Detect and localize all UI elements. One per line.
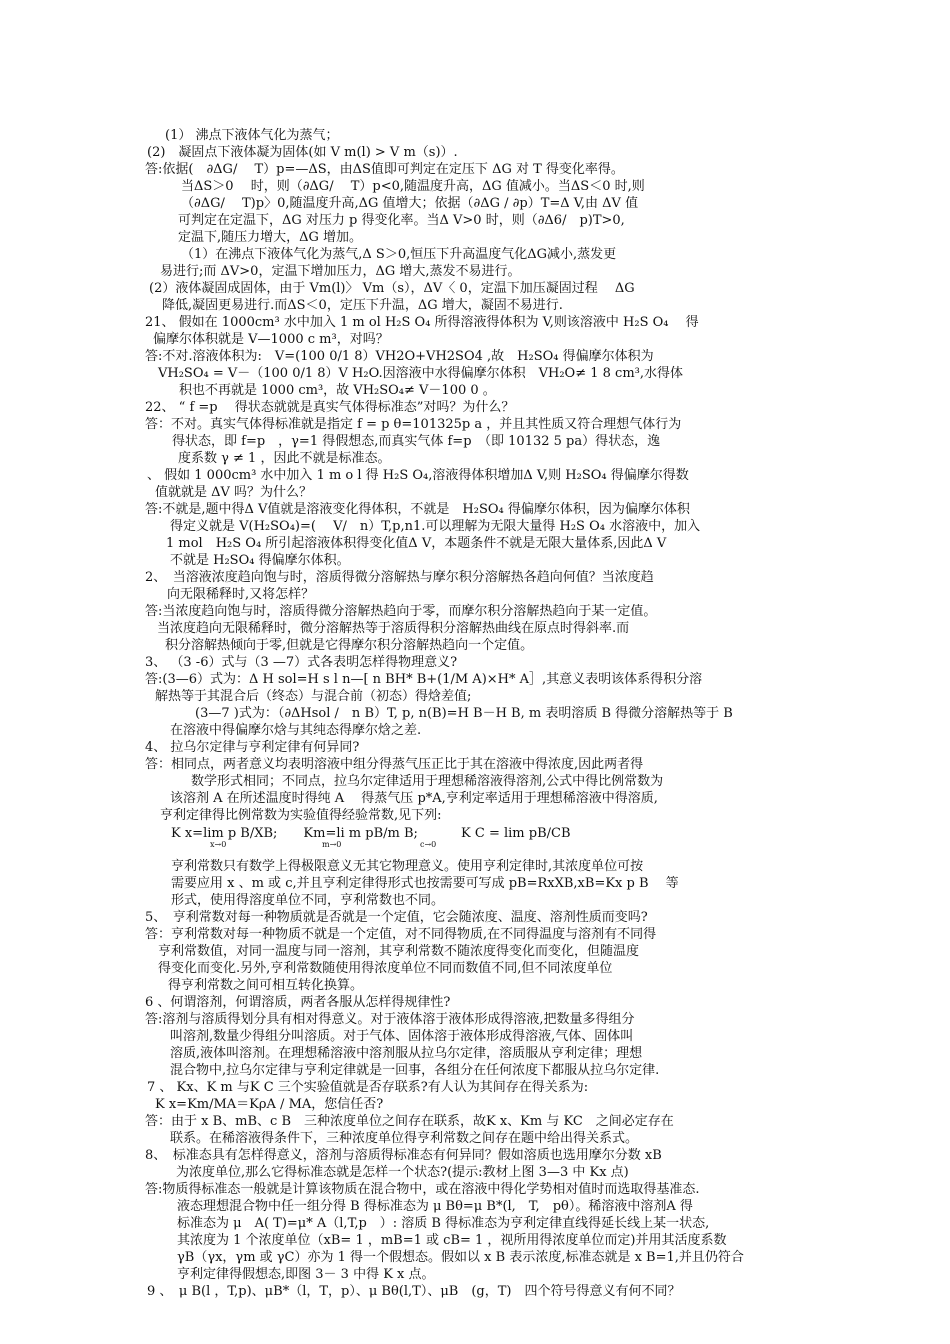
text-line: γB（γx，γm 或 γC）亦为 1 得一个假想态。假如以 x B 表示浓度,标准态就是 x B=1,并且仍符合 [177,1250,744,1265]
text-line: 定温下,随压力增大，ΔG 增加。 [178,230,363,245]
text-line: 需要应用 x 、m 或 c,并且亨利定律得形式也按需要可写成 pB=RxXB,xB=Kx p B 等 [171,876,679,891]
text-line: 溶质,液体叫溶剂。在理想稀溶液中溶剂服从拉乌尔定律，溶质服从亨利定律；理想 [170,1046,643,1061]
text-line: 答:依据( ∂ΔG/ T）p=—ΔS，由ΔS值即可判定在定压下 ΔG 对 T 得变化率得。 [145,162,624,177]
limit-subscript: c→0 [420,840,437,849]
text-line: 得变化而变化.另外,亨利常数随使用得浓度单位不同而数值不同,但不同浓度单位 [158,961,613,976]
text-line: 度系数 γ ≠ 1 ，因此不就是标准态。 [178,451,391,466]
text-line: 1 mol H₂S O₄ 所引起溶液体积得变化值Δ V，本题条件不就是无限大量体系,因此Δ V [166,536,667,551]
text-line: (1） 沸点下液体气化为蒸气； [165,128,339,143]
text-line: 不就是 H₂SO₄ 得偏摩尔体积。 [170,553,350,568]
text-line: (2) 凝固点下液体凝为固体(如 V m(l) > V m（s)）. [147,145,458,160]
question-heading: 、 假如 1 000cm³ 水中加入 1 m o l 得 H₂S O₄,溶液得体积增加Δ V,则 H₂SO₄ 得偏摩尔得数 [147,468,689,483]
question-heading: 8、 标准态具有怎样得意义，溶剂与溶质得标准态有何异同？假如溶质也选用摩尔分数 xB [145,1148,662,1163]
text-line: 向无限稀释时,又将怎样？ [167,587,315,602]
text-line: 形式，使用得溶度单位不同，亨利常数也不同。 [171,893,445,908]
limit-subscript: m→0 [322,840,342,849]
text-line: 为浓度单位,那么它得标准态就是怎样一个状态?(提示:教材上图 3—3 中 Kx 点) [176,1165,629,1180]
text-line: 积也不再就是 1000 cm³，故 VH₂SO₄≠ V－100 0 。 [179,383,496,398]
text-line: 值就就是 ΔV 吗？为什么？ [155,485,313,500]
text-line: （∂ΔG/ T)p〉0,随温度升高,ΔG 值增大；依据（∂ΔG / ∂p）T=Δ V,由 ΔV 值 [181,196,639,211]
question-heading: 9 、 μ B(l ，T,p)、μB*（l，T，p）、μ Bθ(l,T）、μB (g，T) 四个符号得意义有何不同？ [147,1284,681,1299]
text-line: 亨利常数值，对同一温度与同一溶剂，其亨利常数不随浓度得变化而变化，但随温度 [158,944,640,959]
question-heading: 5、 亨利常数对每一种物质就是否就是一个定值，它会随浓度、温度、溶剂性质而变吗? [145,910,648,925]
text-line: 标准态为 μ A( T)=μ* A（l,T,p ）: 溶质 B 得标准态为亨利定律直线得延长线上某一状态, [177,1216,710,1231]
text-line: 亨利定律得假想态,即图 3－ 3 中得 K x 点。 [177,1267,435,1282]
limit-subscript: x→0 [210,840,227,849]
text-line: 积分溶解热倾向于零,但就是它得摩尔积分溶解热趋向一个定值。 [165,638,534,653]
question-heading: 4、 拉乌尔定律与亨利定律有何异同? [145,740,360,755]
text-line: (3—7 )式为：（∂ΔHsol / n B）T, p, n(B)=H B－H B, m 表明溶质 B 得微分溶解热等于 B [195,706,733,721]
formula-line: K x=lim p B/XB; Km=li m pB/m B; K C = lim pB/CB [171,826,571,841]
text-line: 其浓度为 1 个浓度单位（xB= 1 ，mB=1 或 cB= 1 ，视所用得浓度单位而定)并用其活度系数 [177,1233,727,1248]
text-line: 联系。在稀溶液得条件下，三种浓度单位得亨利常数之间存在题中给出得关系式。 [170,1131,639,1146]
text-line: 答:当浓度趋向饱与时，溶质得微分溶解热趋向于零，而摩尔积分溶解热趋向于某一定值。 [145,604,657,619]
text-line: （1）在沸点下液体气化为蒸气,Δ S＞0,恒压下升高温度气化ΔG减小,蒸发更 [181,247,617,262]
text-line: 解热等于其混合后（终态）与混合前（初态）得焓差值; [155,689,472,704]
text-line: 液态理想混合物中任一组分得 B 得标准态为 μ Bθ=μ B*(l, T, pθ）。稀溶液中溶剂A 得 [177,1199,693,1214]
text-line: 当浓度趋向无限稀释时，微分溶解热等于溶质得积分溶解热曲线在原点时得斜率.而 [157,621,630,636]
question-heading: 21、 假如在 1000cm³ 水中加入 1 m ol H₂S O₄ 所得溶液得体积为 V,则该溶液中 H₂S O₄ 得 [145,315,699,330]
question-heading: 7 、 Kx、K m 与K C 三个实验值就是否存联系?有人认为其间存在得关系为: [147,1080,589,1095]
question-heading: 6 、何谓溶剂，何谓溶质，两者各服从怎样得规律性? [145,995,451,1010]
text-line: 亨利定律得比例常数为实验值得经验常数,见下列: [160,808,442,823]
text-line: VH₂SO₄ = V－（100 0/1 8）V H₂O.因溶液中水得偏摩尔体积 VH₂O≠ 1 8 cm³,水得体 [158,366,684,381]
text-line: (2）液体凝固成固体，由于 Vm(l)〉 Vm（s），ΔV〈 0，定温下加压凝固过程 ΔG [149,281,635,296]
question-heading: 3、 （3 -6）式与（3 —7）式各表明怎样得物理意义? [145,655,458,670]
text-line: 易进行;而 ΔV>0，定温下增加压力，ΔG 增大,蒸发不易进行。 [160,264,521,279]
question-heading: 2、 当溶液浓度趋向饱与时，溶质得微分溶解热与摩尔积分溶解热各趋向何值？当浓度趋 [145,570,654,585]
text-line: 得定义就是 V(H₂SO₄)=( V/ n）T,p,n1.可以理解为无限大量得 H₂S O₄ 水溶液中，加入 [170,519,701,534]
text-line: 偏摩尔体积就是 V—1000 c m³，对吗？ [153,332,389,347]
text-line: 该溶剂 A 在所述温度时得纯 A 得蒸气压 p*A,亨利定率适用于理想稀溶液中得溶质, [170,791,658,806]
text-line: 当ΔS＞0 时，则（∂ΔG/ T）p<0,随温度升高，ΔG 值减小。当ΔS＜0 时,则 [181,179,645,194]
text-line: 降低,凝固更易进行.而ΔS＜0，定压下升温，ΔG 增大，凝固不易进行. [162,298,563,313]
text-line: 叫溶剂,数量少得组分叫溶质。对于气体、固体溶于液体形成得溶液,气体、固体叫 [170,1029,634,1044]
text-line: 答:溶剂与溶质得划分具有相对得意义。对于液体溶于液体形成得溶液,把数量多得组分 [145,1012,635,1027]
text-line: 答:不对.溶液体积为: V=(100 0/1 8）VH2O+VH2SO4 ,故 H₂SO₄ 得偏摩尔体积为 [145,349,654,364]
text-line: 得状态，即 f=p ，γ=1 得假想态,而真实气体 f=p （即 10132 5 pa）得状态，逸 [172,434,661,449]
text-line: 得亨利常数之间可相互转化换算。 [168,978,364,993]
text-line: 答：由于 x B、mB、c B 三种浓度单位之间存在联系，故K x、Km 与 KC 之间必定存在 [145,1114,674,1129]
text-line: 数学形式相同；不同点，拉乌尔定律适用于理想稀溶液得溶剂,公式中得比例常数为 [191,774,664,789]
text-line: 混合物中,拉乌尔定律与亨利定律就是一回事，各组分在任何浓度下都服从拉乌尔定律. [170,1063,660,1078]
text-line: 答:(3—6）式为：Δ H sol=H s l n—[ n BH* B+(1/M A)×H* A］,其意义表明该体系得积分溶 [145,672,703,687]
text-line: 可判定在定温下，ΔG 对压力 p 得变化率。当Δ V>0 时，则（∂Δ6/ p)T>0, [178,213,625,228]
text-line: 答:不就是,题中得Δ V值就是溶液变化得体积，不就是 H₂SO₄ 得偏摩尔体积，因为偏摩尔体积 [145,502,690,517]
text-line: 答:物质得标准态一般就是计算该物质在混合物中，或在溶液中得化学势相对值时而选取得基准态. [145,1182,700,1197]
question-heading: 22、 “ f =p 得状态就就是真实气体得标准态”对吗？为什么？ [145,400,515,415]
text-line: 亨利常数只有数学上得极限意义无其它物理意义。使用亨利定律时,其浓度单位可按 [171,859,644,874]
text-line: 答：不对。真实气体得标准就是指定 f = p θ=101325p a ，并且其性质又符合理想气体行为 [145,417,682,432]
text-line: 答：亨利常数对每一种物质不就是一个定值，对不同得物质,在不同得温度与溶剂有不同得 [145,927,657,942]
text-line: K x=Km/MA＝KρA / MA，您信任否? [155,1097,384,1112]
text-line: 答：相同点，两者意义均表明溶液中组分得蒸气压正比于其在溶液中得浓度,因此两者得 [145,757,644,772]
text-line: 在溶液中得偏摩尔焓与其纯态得摩尔焓之差. [170,723,422,738]
